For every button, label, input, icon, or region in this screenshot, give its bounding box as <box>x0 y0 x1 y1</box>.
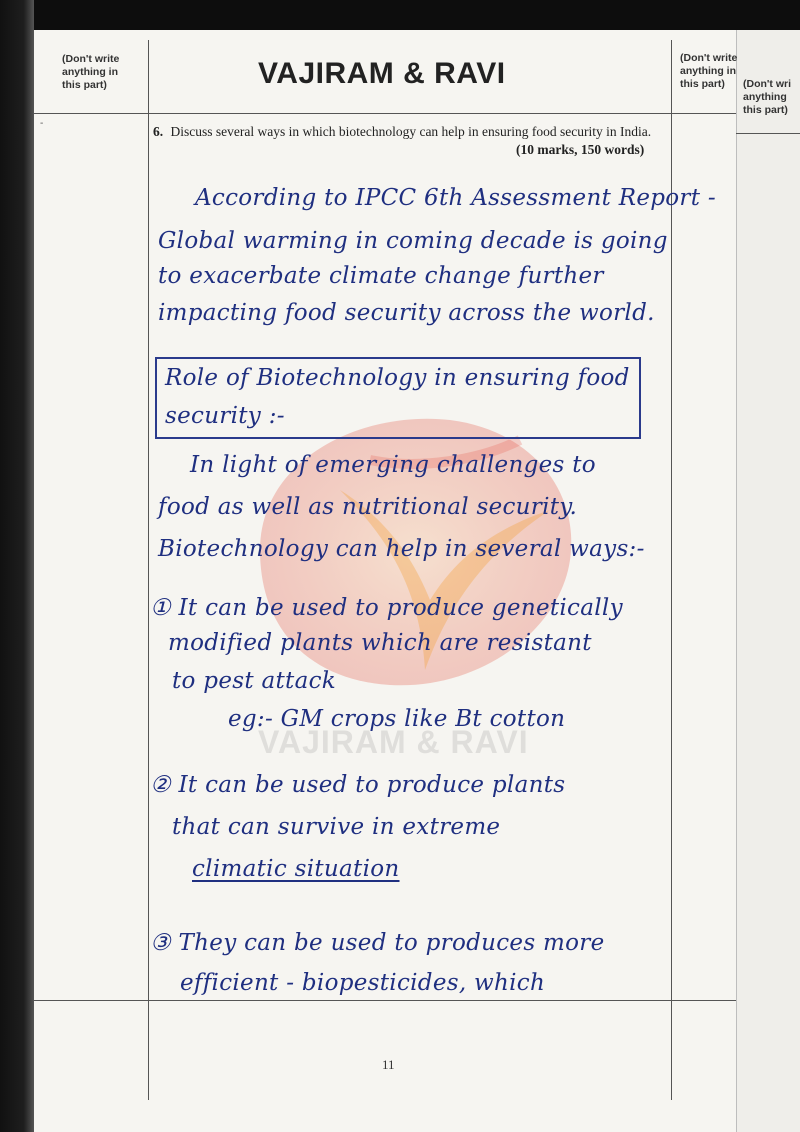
lead-line-3: Biotechnology can help in several ways:- <box>158 536 645 562</box>
point1-line-2: modified plants which are resistant <box>168 630 592 656</box>
page-number: 11 <box>382 1057 395 1072</box>
point1-line-1: ① It can be used to produce genetically <box>150 595 623 621</box>
scan-border-left <box>0 0 34 1132</box>
intro-line-3: to exacerbate climate change further <box>158 263 604 289</box>
footer-rule <box>34 1000 736 1001</box>
intro-line-1: According to IPCC 6th Assessment Report - <box>195 185 716 211</box>
point2-line-3: climatic situation <box>192 856 400 882</box>
intro-line-4: impacting food security across the world. <box>158 300 655 326</box>
box-heading-line-1: Role of Biotechnology in ensuring food <box>165 365 630 391</box>
margin-mark: - <box>40 118 44 129</box>
question-marks: (10 marks, 150 words) <box>516 142 645 157</box>
adjacent-page-edge <box>736 30 800 1132</box>
point2-line-2: that can survive in extreme <box>172 814 501 840</box>
margin-note-left: (Don't write anything in this part) <box>62 53 120 91</box>
lead-line-2: food as well as nutritional security. <box>158 494 578 520</box>
question-text <box>153 121 663 143</box>
brand-title: VAJIRAM & RAVI <box>258 57 506 90</box>
header-rule <box>34 113 736 114</box>
question-number: 6. <box>153 124 164 139</box>
left-margin-rule <box>148 40 149 1100</box>
margin-note-right: (Don't write anything in this part) <box>680 52 738 90</box>
point3-line-1: ③ They can be used to produces more <box>150 930 605 956</box>
scan-border-top <box>0 0 800 32</box>
lead-line-1: In light of emerging challenges to <box>190 452 596 478</box>
question-body: Discuss several ways in which biotechnology can help in ensuring food security in India. <box>170 124 652 139</box>
point1-example: eg:- GM crops like Bt cotton <box>228 706 566 732</box>
margin-note-adjacent-page: (Don't wri anything this part) <box>743 78 791 116</box>
point3-line-2: efficient - biopesticides, which <box>180 970 546 996</box>
point1-line-3: to pest attack <box>172 668 337 694</box>
watermark-text: VAJIRAM & RAVI <box>258 724 529 760</box>
adjacent-page-header-rule <box>736 133 800 134</box>
point2-line-1: ② It can be used to produce plants <box>150 772 566 798</box>
box-heading-line-2: security :- <box>165 403 285 429</box>
intro-line-2: Global warming in coming decade is going <box>158 228 668 254</box>
